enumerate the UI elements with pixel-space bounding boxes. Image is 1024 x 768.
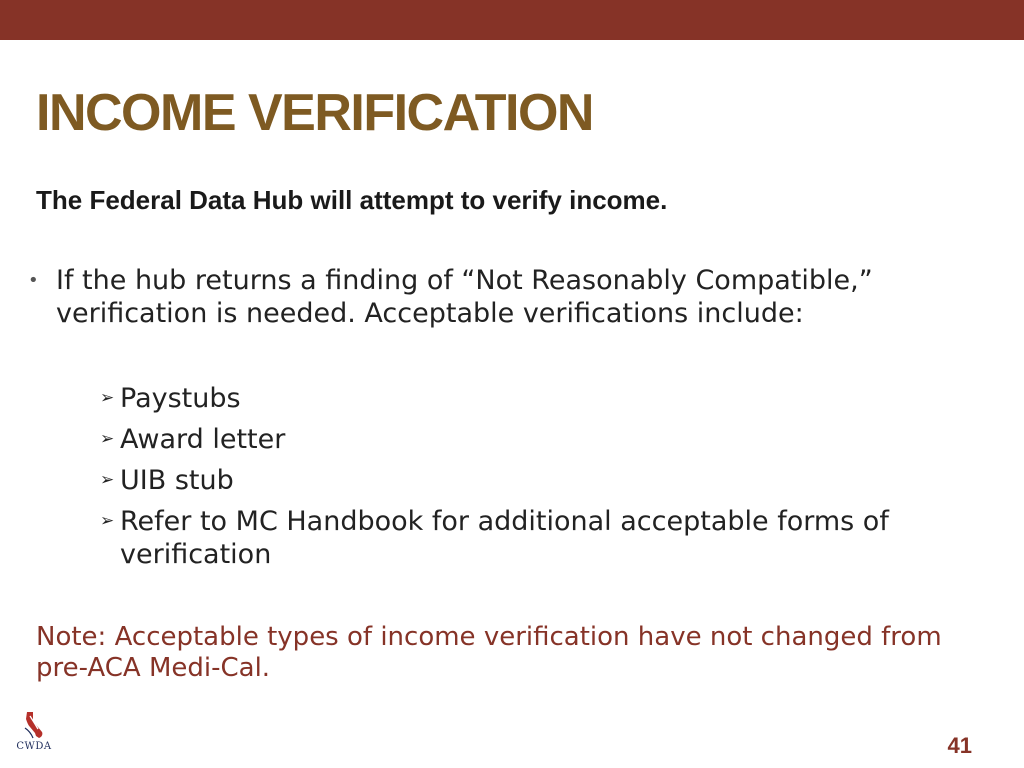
top-accent-bar (0, 0, 1024, 40)
main-bullet-text: If the hub returns a finding of “Not Reasonably Compatible,” verification is needed. Acceptable verifications include: (56, 265, 873, 329)
arrow-bullet-icon: ➢ (100, 511, 115, 531)
page-number: 41 (947, 733, 972, 758)
bullet-dot-icon: • (28, 270, 39, 291)
verification-list (100, 382, 1000, 579)
list-item-text: Paystubs (120, 383, 241, 414)
list-item (100, 505, 1000, 571)
list-item-text: Refer to MC Handbook for additional acceptable forms of verification (120, 506, 889, 570)
arrow-bullet-icon: ➢ (100, 388, 115, 408)
list-item-text: UIB stub (120, 465, 234, 496)
slide-note: Note: Acceptable types of income verification have not changed from pre-ACA Medi-Cal. (36, 622, 942, 683)
california-logo-icon (21, 710, 47, 740)
arrow-bullet-icon: ➢ (100, 429, 115, 449)
list-item (100, 382, 1000, 415)
arrow-bullet-icon: ➢ (100, 470, 115, 490)
slide-subtitle: The Federal Data Hub will attempt to verify income. (36, 185, 668, 215)
list-item-text: Award letter (120, 424, 286, 455)
main-bullet (28, 264, 988, 330)
logo-text: CWDA (16, 741, 52, 752)
list-item (100, 423, 1000, 456)
slide-title: INCOME VERIFICATION (36, 84, 593, 142)
list-item (100, 464, 1000, 497)
cwda-logo (14, 710, 54, 756)
